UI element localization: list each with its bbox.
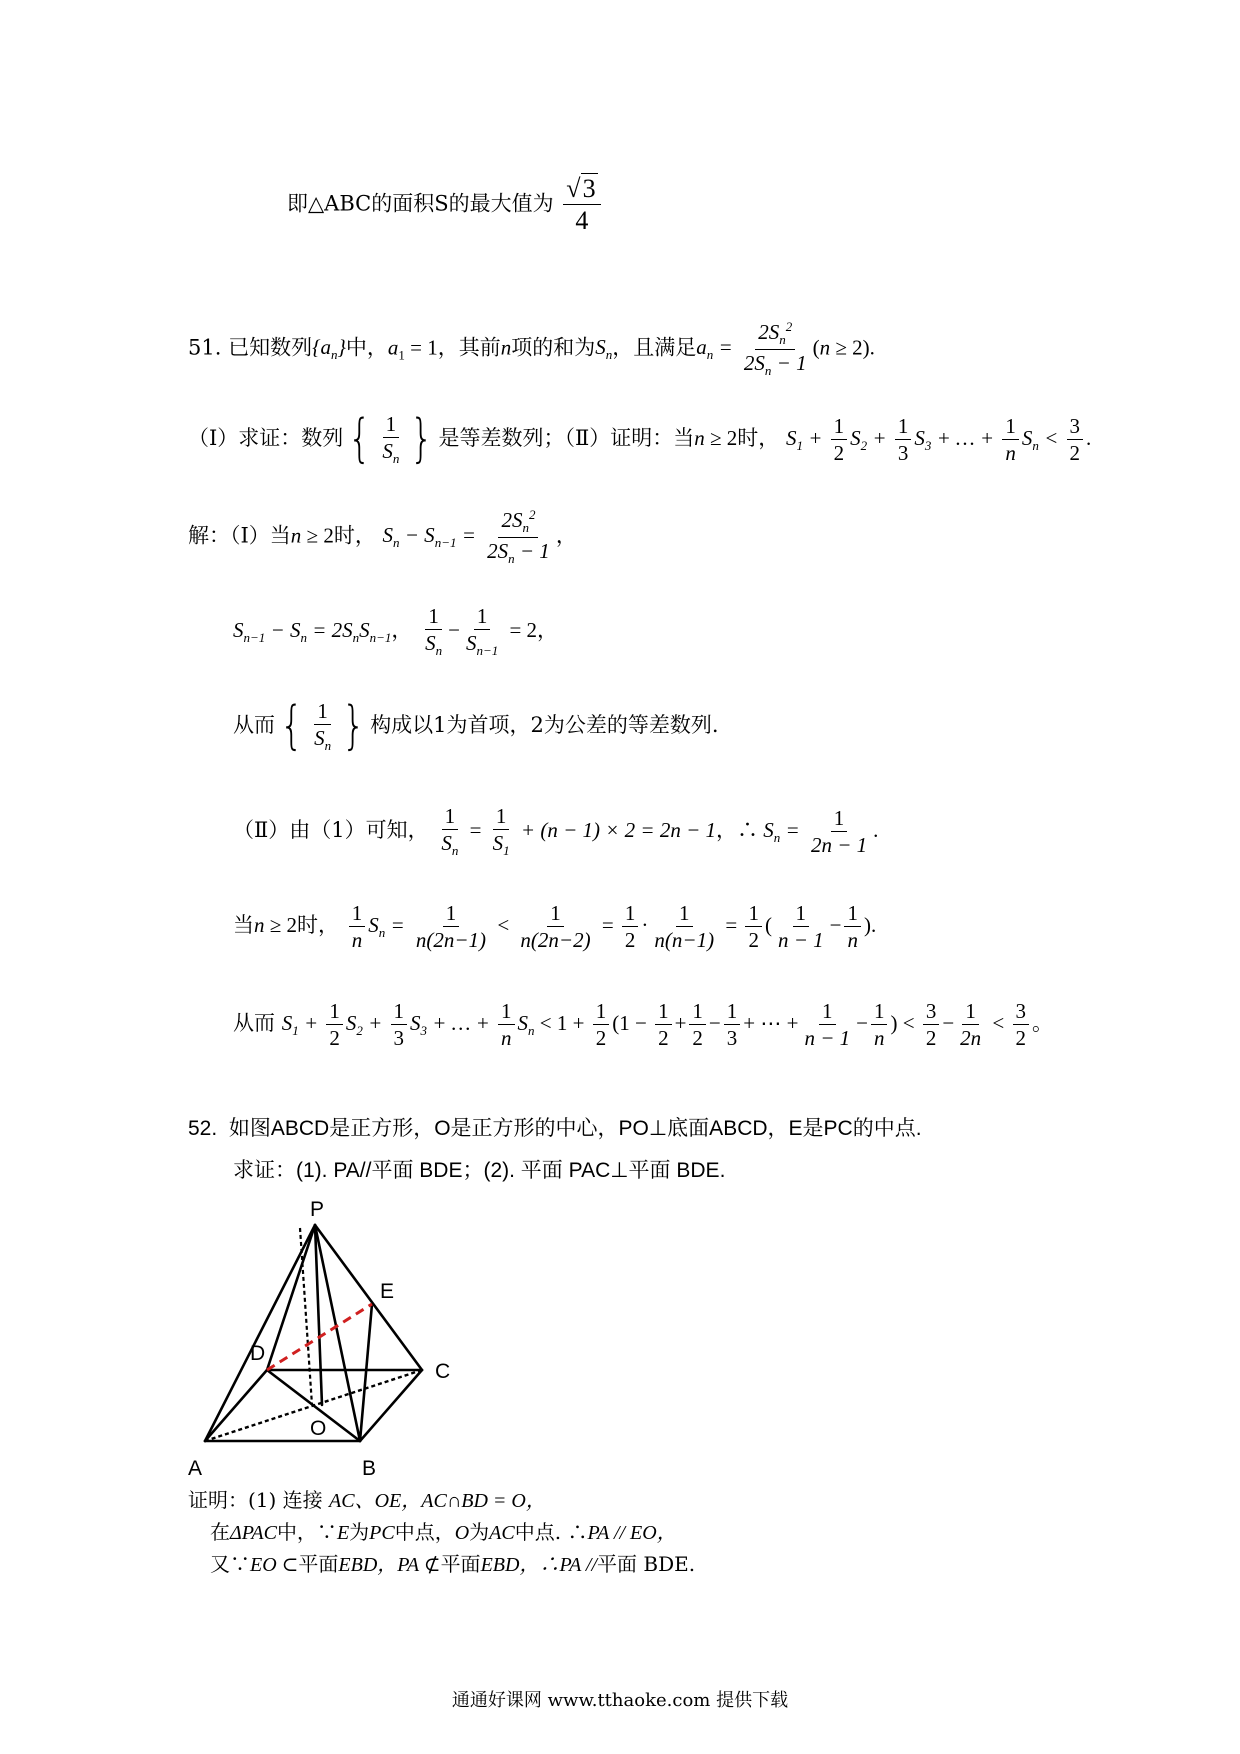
edge-PA [205,1225,315,1441]
edge-EB [360,1304,372,1441]
proof-line1: 证明：(1) 连接 AC、OE，AC∩BD = O， [188,1488,546,1512]
solution-part1-line1: 解：（Ⅰ）当n ≥ 2时， $S_n - S_{n-1}$ = $\frac{2S_n^2}{2S_n - 1}$ ， [188,507,577,567]
max-area-fraction: $\frac{√3}{4}$ [563,175,600,235]
problem51-number: 51. [188,335,222,360]
proof-line2: 在ΔPAC中，∵E为PC中点，O为AC中点. ∴PA // EO， [210,1520,677,1544]
label-D: D [250,1342,266,1365]
solution-part2-line2: 当n ≥ 2时， $\frac{1}{n}$ $S_n$ = $\frac{1}{n(2n-1)}$ < $\frac{1}{n(2n-2)}$ = $\frac{1}{2}$ · $\frac{1}{n(n-1)}$ = $\frac{1}{2}$ ( $\frac{1}{n - 1}$ − $\frac{1}{n}$ ). [233,901,877,953]
solution-part1-conclusion: 从而 { $\frac{1}{S_n}$ } 构成以1为首项，2为公差的等差数列. [233,696,719,757]
page-footer: 通通好课网 www.tthaoke.com 提供下载 [451,1690,789,1711]
label-P: P [310,1200,325,1221]
solution-part2-line1: （Ⅱ）由（1）可知， $\frac{1}{S_n}$ = $\frac{1}{S_1}$ + (n − 1) × 2 = 2n − 1，∴ $S_n$ = $\frac{1}{2n - 1}$ . [233,804,879,859]
solution-part2-line3: 从而 $S_1$ + $\frac{1}{2}$ $S_2$ + $\frac{1}{3}$ $S_3$ + … + $\frac{1}{n}$ $S_n < 1$ + $\frac{1}{2}$ (1 − $\frac{1}{2}$ + $\frac{1}{2}$ − $\frac{1}{3}$ + ⋯ + $\frac{1}{n - 1}$ − $\frac{1}{n}$ ) < $\frac{3}{2}$ − $\frac{1}{2n}$ < $\frac{3}{2}$ 。 [233,999,1053,1051]
proof-line3: 又∵EO ⊂平面EBD，PA ⊄平面EBD，∴PA //平面 BDE. [210,1552,696,1576]
problem52-statement: 52. 如图ABCD是正方形，O是正方形的中心，PO⊥底面ABCD，E是PC的中点. [188,1117,922,1140]
label-O: O [310,1417,327,1440]
label-C: C [435,1360,451,1383]
label-B: B [362,1457,377,1480]
edge-BC [360,1370,422,1441]
problem51-questions: （Ⅰ）求证：数列 { $\frac{1}{S_n}$ } 是等差数列；（Ⅱ）证明：当n ≥ 2时， $S_1$ + $\frac{1}{2}$ $S_2$ + $\frac{1}{3}$ $S_3$ + … + $\frac{1}{n}$ $S_n$ < $\frac{3}{2}$ . [188,409,1092,470]
problem51-statement: 51. 已知数列$\{a_n\}$中，$a_1 = 1$，其前n项的和为$S_n$，且满足$a_n$ = $\frac{2S_n^2}{2S_n - 1}$ (n ≥ 2). [188,319,875,379]
problem52-prove: 求证：(1). PA//平面 BDE；(2). 平面 PAC⊥平面 BDE. [233,1159,726,1182]
label-A: A [188,1457,203,1480]
solution-part1-line2: $S_{n-1} - S_n = 2S_nS_{n-1}$， $\frac{1}{S_n}$ − $\frac{1}{S_{n-1}}$ = 2， [233,604,559,659]
label-E: E [380,1280,395,1303]
prev-conclusion-text: 即△ABC的面积S的最大值为 [287,191,554,216]
pyramid-diagram [180,1200,660,1500]
problem52-number: 52. [188,1117,218,1140]
prev-conclusion [287,175,604,235]
